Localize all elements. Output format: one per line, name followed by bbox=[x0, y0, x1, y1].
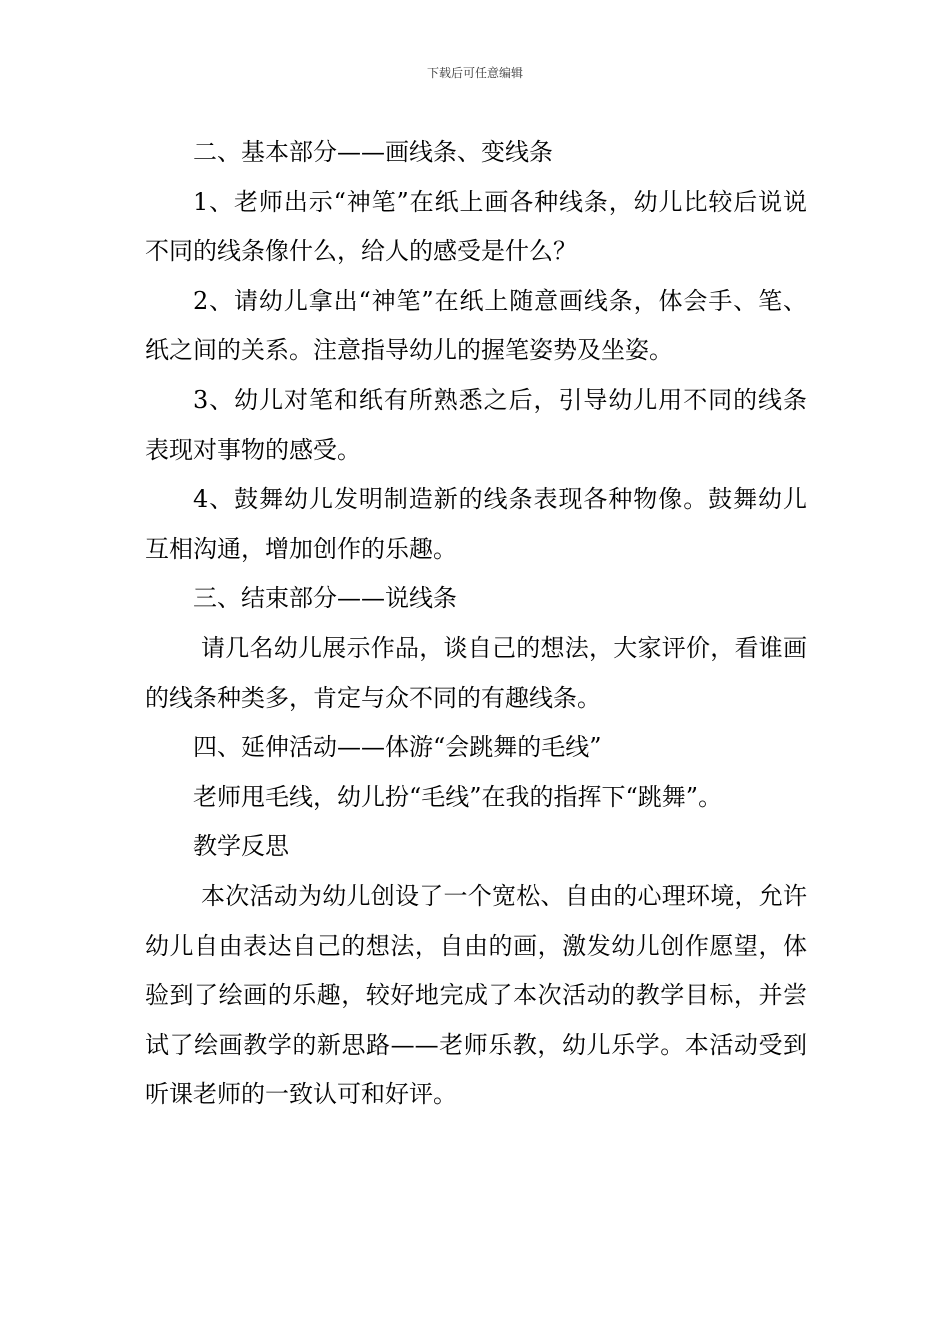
section-3-paragraph: 请几名幼儿展示作品，谈自己的想法，大家评价，看谁画的线条种类多，肯定与众不同的有趣线条。 bbox=[145, 633, 807, 712]
step-1-paragraph: 1、老师出示“神笔”在纸上画各种线条，幼儿比较后说说不同的线条像什么，给人的感受是什么？ bbox=[145, 187, 807, 266]
section-3-heading: 三、结束部分——说线条 bbox=[193, 584, 457, 613]
step-3-paragraph: 3、幼儿对笔和纸有所熟悉之后，引导幼儿用不同的线条表现对事物的感受。 bbox=[145, 385, 807, 464]
section-4-paragraph: 老师甩毛线，幼儿扮“毛线”在我的指挥下“跳舞”。 bbox=[193, 782, 723, 811]
page-header: 下载后可任意编辑 bbox=[426, 66, 523, 80]
document-body bbox=[145, 128, 807, 1120]
reflection-paragraph: 本次活动为幼儿创设了一个宽松、自由的心理环境，允许幼儿自由表达自己的想法，自由的画，激发幼儿创作愿望，体验到了绘画的乐趣，较好地完成了本次活动的教学目标，并尝试了绘画教学的新思路——老师乐教，幼儿乐学。本活动受到听课老师的一致认可和好评。 bbox=[145, 881, 807, 1109]
section-4-heading: 四、延伸活动——体游“会跳舞的毛线” bbox=[193, 733, 602, 762]
section-2-heading: 二、基本部分——画线条、变线条 bbox=[193, 138, 553, 166]
step-2-paragraph: 2、请幼儿拿出“神笔”在纸上随意画线条，体会手、笔、纸之间的关系。注意指导幼儿的握笔姿势及坐姿。 bbox=[145, 286, 807, 365]
step-4-paragraph: 4、鼓舞幼儿发明制造新的线条表现各种物像。鼓舞幼儿互相沟通，增加创作的乐趣。 bbox=[145, 485, 807, 563]
reflection-heading: 教学反思 bbox=[193, 832, 289, 861]
